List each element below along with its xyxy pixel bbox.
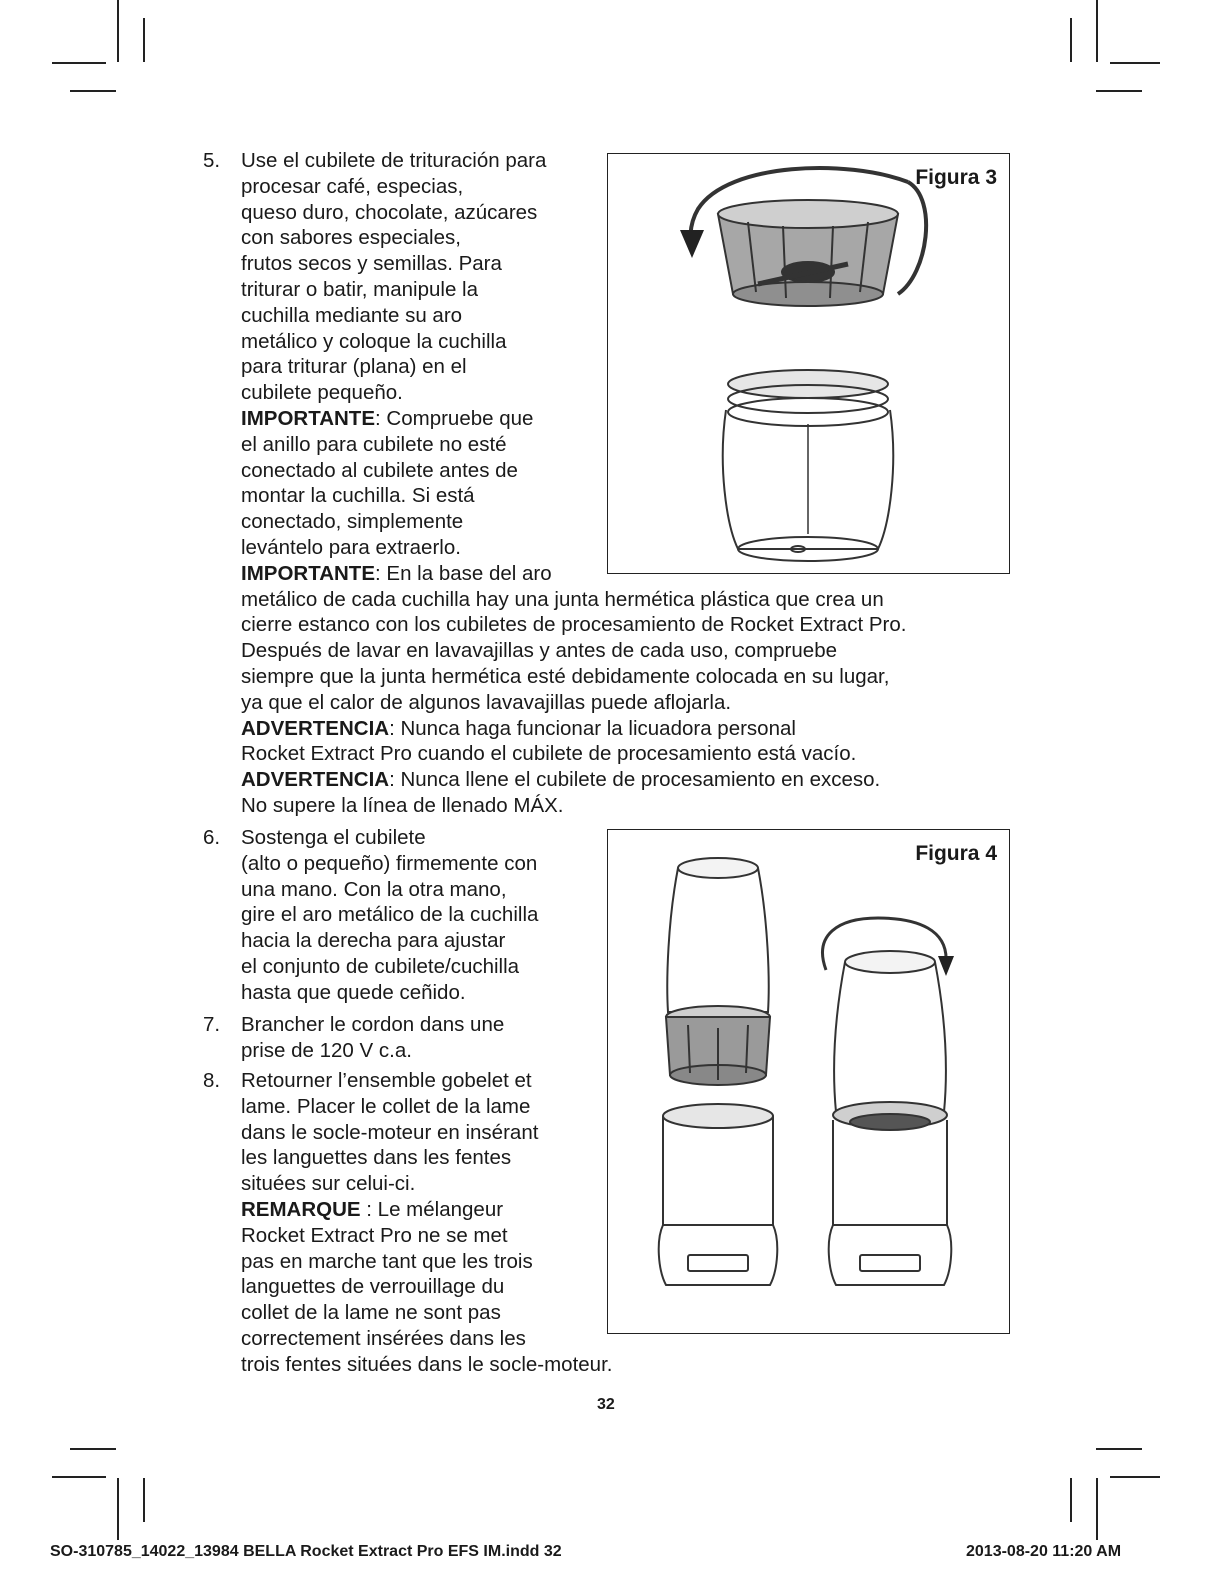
figure-3 [607,153,1010,574]
warning-line: No supere la línea de llenado MÁX. [241,793,564,817]
item-8-line: Retourner l’ensemble gobelet et [241,1069,532,1092]
important-text: : Compruebe que [375,406,534,430]
footer-timestamp: 2013-08-20 11:20 AM [966,1543,1122,1560]
item-5-line: queso duro, chocolate, azúcares [241,200,538,224]
item-5-line: cuchilla mediante su aro [241,303,463,327]
item-6-line: Sostenga el cubilete [241,826,426,849]
item-6-line: hacia la derecha para ajustar [241,929,506,953]
figure-4 [607,829,1010,1334]
item-8-line: les languettes dans les fentes [241,1146,512,1170]
item-5-line: procesar café, especias, [241,174,464,198]
item-6-text [241,825,538,1006]
item-8-line: situées sur celui-ci. [241,1172,416,1196]
item-6-line: hasta que quede ceñido. [241,980,466,1004]
remarque-line: Rocket Extract Pro ne se met [241,1223,508,1247]
item-5-line: metálico y coloque la cuchilla [241,329,507,353]
item-6-line: una mano. Con la otra mano, [241,877,507,901]
warning-note-2 [241,767,906,793]
footer-file-info: SO-310785_14022_13984 BELLA Rocket Extract Pro EFS IM.indd 32 [50,1543,562,1560]
important-text: : En la base del aro [375,561,552,585]
important-line: el anillo para cubilete no esté [241,432,507,456]
figure-4-label: Figura 4 [915,842,997,865]
item-5-number: 5. [203,149,221,172]
warning-note-1 [241,716,906,742]
item-8-line: lame. Placer le collet de la lame [241,1094,531,1118]
remarque-label: REMARQUE [241,1197,361,1221]
item-8-number: 8. [203,1069,221,1092]
important-line: ya que el calor de algunos lavavajillas puede aflojarla. [241,690,732,714]
item-7-line: Brancher le cordon dans une [241,1013,505,1036]
item-5-line: cubilete pequeño. [241,381,403,405]
warning-label: ADVERTENCIA [241,768,390,792]
item-6-line: el conjunto de cubilete/cuchilla [241,954,520,978]
remarque-line: languettes de verrouillage du [241,1275,505,1299]
item-8-text [241,1068,612,1378]
important-line: conectado al cubilete antes de [241,458,518,482]
warning-text: : Nunca llene el cubilete de procesamiento en exceso. [389,768,881,792]
important-line: cierre estanco con los cubiletes de procesamiento de Rocket Extract Pro. [241,613,907,637]
important-line: conectado, simplemente [241,510,464,534]
item-6-number: 6. [203,826,221,849]
blender-assembly-illustration [608,830,1011,1335]
warning-text: : Nunca haga funcionar la licuadora personal [389,716,796,740]
item-7-number: 7. [203,1013,221,1036]
important-label: IMPORTANTE [241,406,376,430]
important-line: montar la cuchilla. Si está [241,484,475,508]
warning-label: ADVERTENCIA [241,716,390,740]
remarque-line: correctement insérées dans les [241,1326,526,1350]
item-5-line: Use el cubilete de trituración para [241,149,547,172]
warning-line: Rocket Extract Pro cuando el cubilete de procesamiento está vacío. [241,742,857,766]
important-line: levántelo para extraerlo. [241,535,461,559]
remarque-text: : Le mélangeur [360,1197,504,1221]
remarque-line: trois fentes situées dans le socle-moteur. [241,1352,613,1376]
important-line: siempre que la junta hermética esté debidamente colocada en su lugar, [241,664,890,688]
important-line: Después de lavar en lavavajillas y antes de cada uso, compruebe [241,639,837,663]
item-5-line: triturar o batir, manipule la [241,277,479,301]
page-number: 32 [597,1396,615,1413]
figure-3-label: Figura 3 [915,166,997,189]
item-5-line: con sabores especiales, [241,226,461,250]
blade-and-cup-illustration [608,154,1011,575]
item-5-line: frutos secos y semillas. Para [241,252,502,276]
item-7-line: prise de 120 V c.a. [241,1038,412,1062]
item-5-line: para triturar (plana) en el [241,355,467,379]
remarque-note [241,1197,612,1223]
important-line: metálico de cada cuchilla hay una junta hermética plástica que crea un [241,587,884,611]
remarque-line: collet de la lame ne sont pas [241,1301,501,1325]
item-7-text [241,1012,504,1064]
important-label: IMPORTANTE [241,561,376,585]
remarque-line: pas en marche tant que les trois [241,1249,533,1273]
item-6-line: gire el aro metálico de la cuchilla [241,903,539,927]
item-6-line: (alto o pequeño) firmemente con [241,851,538,875]
item-8-line: dans le socle-moteur en insérant [241,1120,539,1144]
